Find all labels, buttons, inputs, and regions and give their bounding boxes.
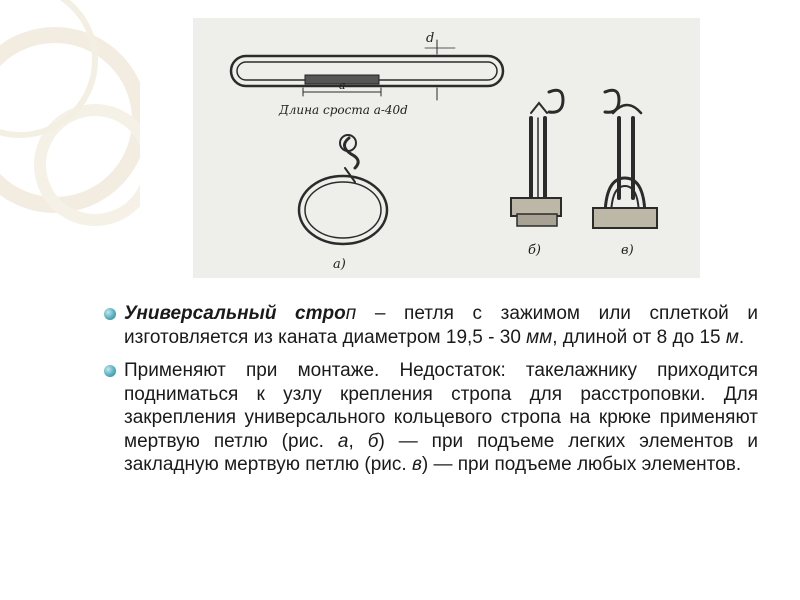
label-d: d <box>426 31 435 46</box>
term-rest: п <box>345 303 357 324</box>
unit-m: м <box>725 326 739 348</box>
ref-v: в <box>411 454 422 475</box>
term-bold: Универсальный стро <box>124 303 346 324</box>
definition-text-1: – петля с зажимом или сплеткой и изготовляется из каната диаметром 19,5 - 30 <box>124 303 758 348</box>
usage-text-1: Применяют при монтаже. Недостаток: такелажнику приходится подниматься к узлу крепления стропа для расстроповки. Для закрепления универсального кольцевого стропа на крюке применяют мертвую петлю (рис. <box>124 360 758 452</box>
length-caption: Длина сроста а-40d <box>279 103 408 117</box>
figure-v-drawing <box>593 90 657 228</box>
label-figure-v: в) <box>621 243 634 258</box>
paragraph-usage <box>104 359 758 477</box>
definition-text-3: . <box>738 326 745 348</box>
ref-b: б <box>367 430 379 452</box>
label-figure-b: б) <box>528 243 542 258</box>
paragraph-definition <box>104 302 758 349</box>
usage-text-3: ) — при подъеме любых элементов. <box>421 454 742 475</box>
ref-a: а <box>337 430 349 452</box>
decorative-arcs <box>0 0 140 260</box>
label-a: a <box>339 79 346 92</box>
figure-a-drawing <box>299 135 387 244</box>
sling-loop-drawing <box>231 40 503 100</box>
bullet-icon <box>104 308 116 320</box>
bullet-icon <box>104 365 116 377</box>
definition-text-2: , длиной от 8 до 15 <box>552 326 726 348</box>
label-figure-a: а) <box>333 257 346 272</box>
figure-b-drawing <box>511 90 563 226</box>
unit-mm: мм <box>526 326 553 348</box>
slide-text <box>104 302 758 477</box>
usage-text-2: ) — при подъеме легких элементов и закладную мертвую петлю (рис. <box>124 430 758 475</box>
sling-illustration <box>193 18 700 278</box>
ref-separator: , <box>348 430 368 452</box>
